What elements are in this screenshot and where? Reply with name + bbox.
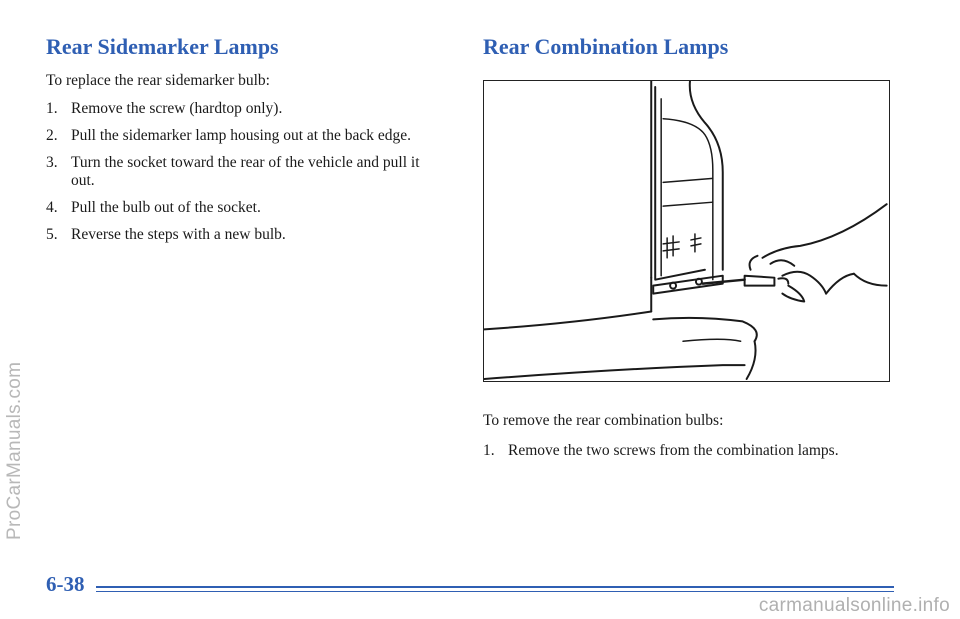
step-number: 1. (483, 442, 495, 459)
step-item (46, 154, 446, 190)
step-number: 1. (46, 100, 58, 117)
rear-sidemarker-intro: To replace the rear sidemarker bulb: (46, 72, 270, 89)
step-text: Reverse the steps with a new bulb. (71, 226, 286, 243)
rear-sidemarker-heading: Rear Sidemarker Lamps (46, 34, 279, 59)
step-text: Remove the two screws from the combination lamps. (508, 442, 839, 459)
rear-combination-heading: Rear Combination Lamps (483, 34, 729, 59)
rear-sidemarker-steps (46, 100, 446, 244)
step-text: Pull the sidemarker lamp housing out at the back edge. (71, 127, 412, 144)
step-number: 3. (46, 154, 58, 171)
step-number: 4. (46, 199, 58, 216)
combination-lamp-illustration (483, 80, 890, 382)
step-item (46, 226, 446, 244)
rear-combination-section (483, 30, 933, 64)
step-item (46, 199, 446, 217)
rear-combination-steps (483, 442, 933, 460)
step-item (46, 100, 446, 118)
step-text: Pull the bulb out of the socket. (71, 199, 261, 216)
step-text: Turn the socket toward the rear of the vehicle and pull it out. (71, 154, 420, 189)
side-watermark-text: ProCarManuals.com (4, 361, 25, 540)
step-item (46, 127, 446, 145)
step-item (483, 442, 933, 460)
footer-rule-thin (96, 591, 894, 592)
page-number: 6-38 (46, 572, 85, 596)
rear-combination-text (483, 410, 933, 469)
lamp-line-drawing (484, 81, 889, 381)
step-number: 5. (46, 226, 58, 243)
step-number: 2. (46, 127, 58, 144)
bottom-watermark: carmanualsonline.info (758, 595, 950, 616)
rear-sidemarker-section (46, 30, 446, 253)
rear-combination-intro: To remove the rear combination bulbs: (483, 412, 724, 429)
side-watermark (4, 200, 32, 540)
footer-rule (96, 586, 894, 588)
step-text: Remove the screw (hardtop only). (71, 100, 283, 117)
